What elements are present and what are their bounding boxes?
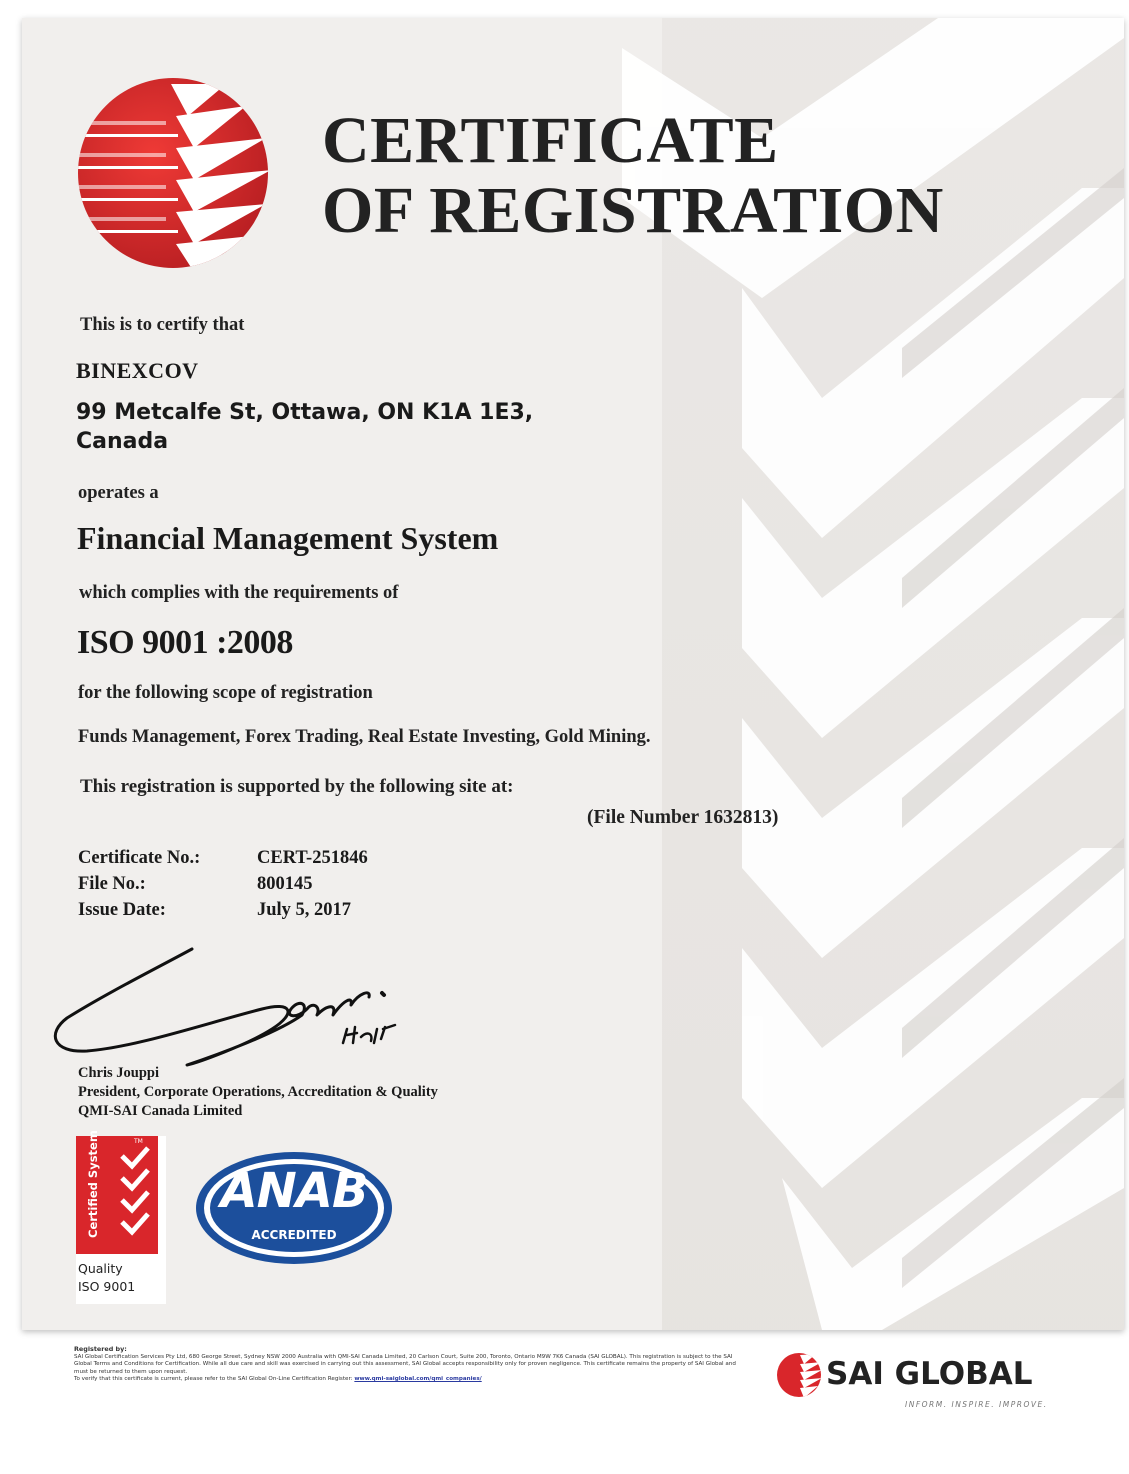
footer-register-link[interactable]: www.qmi-saiglobal.com/qmi_companies/ (354, 1376, 482, 1383)
scope-label: for the following scope of registration (78, 683, 373, 703)
address-line-1: 99 Metcalfe St, Ottawa, ON K1A 1E3, (76, 400, 534, 425)
badge-quality-text: Quality (78, 1261, 123, 1276)
sai-global-logo-text: SAI GLOBAL (826, 1356, 1033, 1392)
scope-text: Funds Management, Forex Trading, Real Estate Investing, Gold Mining. (78, 727, 651, 747)
address-line-2: Canada (76, 429, 169, 454)
certificate-number-label: Certificate No.: (78, 848, 201, 868)
footer-registration-text (74, 1346, 744, 1384)
certificate-globe-logo (76, 76, 271, 271)
footer-body: SAI Global Certification Services Pty Ltd, 680 George Street, Sydney NSW 2000 Australia with QMI-SAI Canada Limited, 20 Carlson Court, Suite 200, Toronto, Ontario M9W 7K6 Canada (SAI GLOBAL). This registration is subject to the SAI Global Terms and Conditions for Certification. While all due care and skill was exercised in carrying out this assessment, SAI Global accepts responsibility only for proven negligence. This certificate remains the property of SAI Global and must be returned to them upon request. (74, 1353, 736, 1375)
sai-global-tagline: INFORM. INSPIRE. IMPROVE. (905, 1400, 1048, 1409)
badge-iso-text: ISO 9001 (78, 1279, 136, 1294)
complies-label: which complies with the requirements of (79, 583, 399, 603)
anab-accredited-text: ACCREDITED (251, 1228, 337, 1242)
trademark-mark: TM (134, 1138, 143, 1145)
certificate-number-value: CERT-251846 (257, 848, 368, 868)
file-number-note: (File Number 1632813) (587, 807, 779, 828)
company-name: BINEXCOV (76, 358, 199, 383)
footer-registered-by: Registered by: (74, 1345, 127, 1353)
company-address (76, 398, 533, 456)
certificate-title (322, 106, 944, 246)
anab-text: ANAB (220, 1163, 368, 1219)
signatory-name: Chris Jouppi (78, 1065, 159, 1081)
file-number-value: 800145 (257, 874, 313, 894)
signatory-organization: QMI-SAI Canada Limited (78, 1103, 243, 1119)
certified-system-text: Certified System (86, 1130, 100, 1238)
site-label: This registration is supported by the following site at: (80, 776, 514, 797)
title-line-2: OF REGISTRATION (322, 174, 944, 247)
sai-global-globe-icon (776, 1352, 822, 1398)
signatory-position: President, Corporate Operations, Accreditation & Quality (78, 1084, 438, 1100)
certified-system-badge (76, 1130, 166, 1304)
issue-date-label: Issue Date: (78, 900, 166, 920)
certificate-sheet (22, 18, 1124, 1330)
signatory-block (78, 1064, 438, 1121)
standard-name: ISO 9001 :2008 (77, 624, 293, 661)
certify-intro: This is to certify that (80, 315, 245, 335)
signature (47, 943, 427, 1073)
operates-label: operates a (78, 483, 159, 503)
issue-date-value: July 5, 2017 (257, 900, 352, 920)
file-number-label: File No.: (78, 874, 146, 894)
system-name: Financial Management System (77, 520, 499, 556)
title-line-1: CERTIFICATE (322, 104, 779, 177)
footer-verify-text: To verify that this certificate is current, please refer to the SAI Global On-Line Certification Register: (74, 1376, 353, 1383)
